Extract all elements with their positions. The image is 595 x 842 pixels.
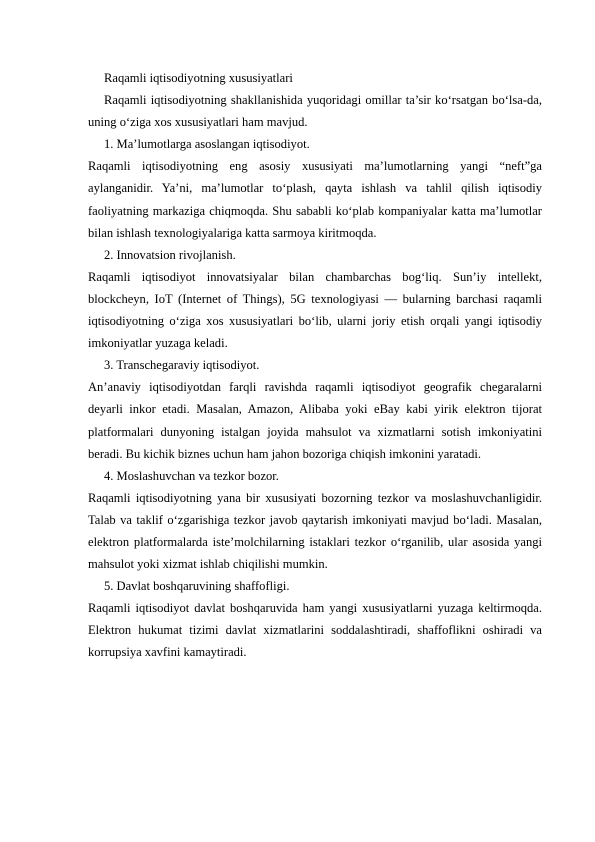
section-body-4: Raqamli iqtisodiyotning yana bir xususiyati bozorning tezkor va moslashuvchanligidir. Talab va taklif o‘zgarishiga tezkor javob qaytarish imkoniyati mavjud bo‘ladi. Masalan, elektron platformalarda iste’molchilarning istaklari tezkor o‘rganilib, ular asosida yangi mahsulot yoki xizmat ishlab chiqilishi mumkin. xyxy=(88,490,542,572)
section-heading-5: 5. Davlat boshqaruvining shaffofligi. xyxy=(104,579,290,594)
section-heading-2: 2. Innovatsion rivojlanish. xyxy=(104,247,236,262)
intro-paragraph: Raqamli iqtisodiyotning shakllanishida yuqoridagi omillar ta’sir ko‘rsatgan bo‘lsa-da, uning o‘ziga xos xususiyatlari ham mavjud. xyxy=(88,93,542,130)
document-title: Raqamli iqtisodiyotning xususiyatlari xyxy=(104,71,293,85)
section-heading-1: 1. Ma’lumotlarga asoslangan iqtisodiyot. xyxy=(104,137,310,152)
section-body-1: Raqamli iqtisodiyotning eng asosiy xususiyati ma’lumotlarning yangi “neft”ga aylanganidir. Ya’ni, ma’lumotlar to‘plash, qayta ishlash va tahlil qilish iqtisodiy faoliyatning markaziga chiqmoqda. Shu sababli ko‘plab kompaniyalar katta ma’lumotlar bilan ishlash texnologiyalariga katta sarmoya kiritmoqda. xyxy=(88,159,542,240)
section-body-2: Raqamli iqtisodiyot innovatsiyalar bilan chambarchas bog‘liq. Sun’iy intellekt, blockcheyn, IoT (Internet of Things), 5G texnologiyasi — bularning barchasi raqamli iqtisodiyotning o‘ziga xos xususiyatlari bo‘lib, ularni joriy etish orqali yangi iqtisodiy imkoniyatlar yuzaga keladi. xyxy=(88,269,542,351)
section-body-3: An’anaviy iqtisodiyotdan farqli ravishda raqamli iqtisodiyot geografik chegaralarni deyarli inkor etadi. Masalan, Amazon, Alibaba yoki eBay kabi yirik elektron tijorat platformalari dunyoning istalgan joyida mahsulot va xizmatlarni sotish imkoniyatini beradi. Bu kichik biznes uchun ham jahon bozoriga chiqish imkonini yaratadi. xyxy=(88,380,542,461)
section-heading-3: 3. Transchegaraviy iqtisodiyot. xyxy=(104,358,260,373)
section-body-5: Raqamli iqtisodiyot davlat boshqaruvida ham yangi xususiyatlarni yuzaga keltirmoqda. Elektron hukumat tizimi davlat xizmatlarini soddalashtiradi, shaffoflikni oshiradi va korrupsiya xavfini kamaytiradi. xyxy=(88,601,542,660)
section-heading-4: 4. Moslashuvchan va tezkor bozor. xyxy=(104,468,279,483)
document-page xyxy=(88,67,542,664)
